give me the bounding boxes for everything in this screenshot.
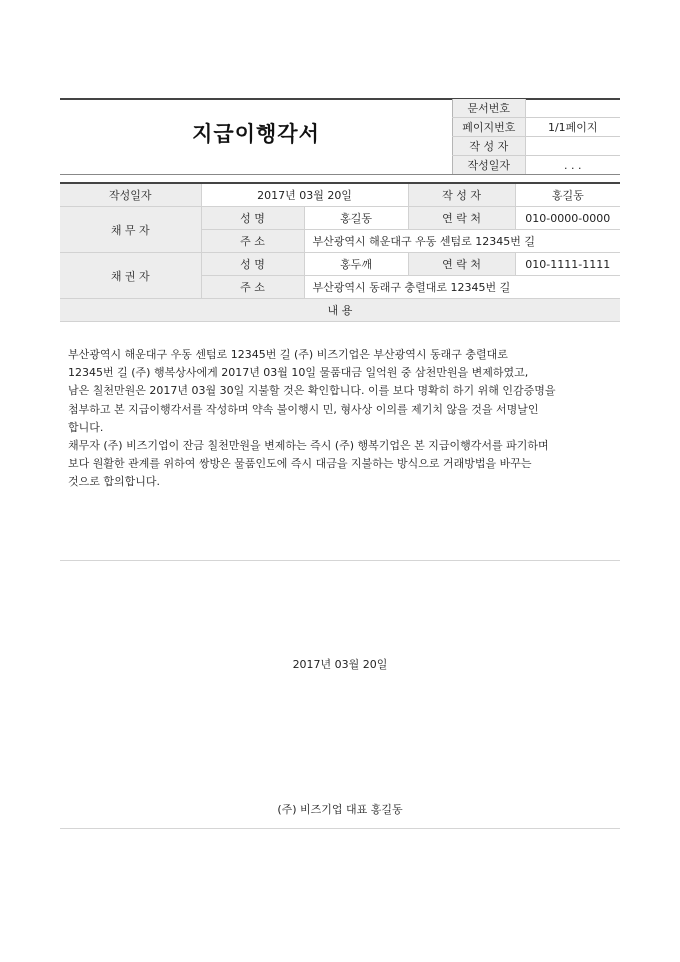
text-line: 보다 원활한 관계를 위하여 쌍방은 물품인도에 즉시 대금을 지불하는 방식으로 거래방법을 바꾸는: [68, 457, 532, 471]
info-table: [60, 182, 620, 322]
debtor-label: 채 무 자: [60, 207, 201, 253]
debtor-name-label: 성 명: [201, 207, 304, 230]
debtor-name-value: 홍길동: [304, 207, 408, 230]
agreement-text: [68, 346, 616, 492]
creditor-contact-value: 010-1111-1111: [515, 253, 620, 276]
meta-value: [525, 99, 620, 118]
content-end-rule: [60, 560, 620, 561]
meta-label: 작성일자: [453, 156, 526, 175]
creditor-name-value: 홍두깨: [304, 253, 408, 276]
meta-label: 문서번호: [453, 99, 526, 118]
meta-row: [453, 156, 621, 175]
document-date: 2017년 03월 20일: [292, 658, 388, 671]
meta-value: 1/1페이지: [525, 118, 620, 137]
creditor-label: 채 권 자: [60, 253, 201, 299]
document-meta-table: [452, 99, 620, 175]
text-line: 채무자 (주) 비즈기업이 잔금 칠천만원을 변제하는 즉시 (주) 행복기업은 본 지급이행각서를 파기하며: [68, 439, 549, 453]
creditor-contact-label: 연 락 처: [408, 253, 515, 276]
row-creditor-name: [60, 253, 620, 276]
meta-label: 페이지번호: [453, 118, 526, 137]
meta-value: [525, 137, 620, 156]
signature-line: (주) 비즈기업 대표 홍길동: [277, 803, 403, 816]
meta-value: . . .: [525, 156, 620, 175]
row-debtor-name: [60, 207, 620, 230]
bottom-rule: [60, 828, 620, 829]
row-content-header: [60, 299, 620, 322]
debtor-contact-value: 010-0000-0000: [515, 207, 620, 230]
debtor-contact-label: 연 락 처: [408, 207, 515, 230]
debtor-address-label: 주 소: [201, 230, 304, 253]
creditor-address-value: 부산광역시 동래구 충렬대로 12345번 길: [304, 276, 620, 299]
write-date-value: 2017년 03월 20일: [201, 183, 408, 207]
writer-label: 작 성 자: [408, 183, 515, 207]
text-line: 합니다.: [68, 420, 104, 434]
row-write-date: [60, 183, 620, 207]
text-line: 것으로 합의합니다.: [68, 475, 161, 489]
meta-label: 작 성 자: [453, 137, 526, 156]
creditor-address-label: 주 소: [201, 276, 304, 299]
meta-row: [453, 118, 621, 137]
text-line: 12345번 길 (주) 행복상사에게 2017년 03월 10일 물품대금 일억원 중 삼천만원을 변제하였고,: [68, 366, 529, 380]
text-line: 부산광역시 해운대구 우동 센텀로 12345번 길 (주) 비즈기업은 부산광역시 동래구 충렬대로: [68, 348, 508, 361]
text-line: 남은 칠천만원은 2017년 03월 30일 지불할 것은 확인합니다. 이를 보다 명확히 하기 위해 인감증명을: [68, 384, 556, 398]
write-date-label: 작성일자: [60, 183, 201, 207]
text-line: 첨부하고 본 지급이행각서를 작성하며 약속 불이행시 민, 형사상 이의를 제기치 않을 것을 서명날인: [68, 402, 539, 416]
meta-row: [453, 99, 621, 118]
header-rule: [60, 174, 620, 175]
creditor-name-label: 성 명: [201, 253, 304, 276]
document-title: 지급이행각서: [192, 122, 320, 146]
writer-value: 홍길동: [515, 183, 620, 207]
debtor-address-value: 부산광역시 해운대구 우동 센텀로 12345번 길: [304, 230, 620, 253]
meta-row: [453, 137, 621, 156]
content-label: 내 용: [60, 299, 620, 322]
